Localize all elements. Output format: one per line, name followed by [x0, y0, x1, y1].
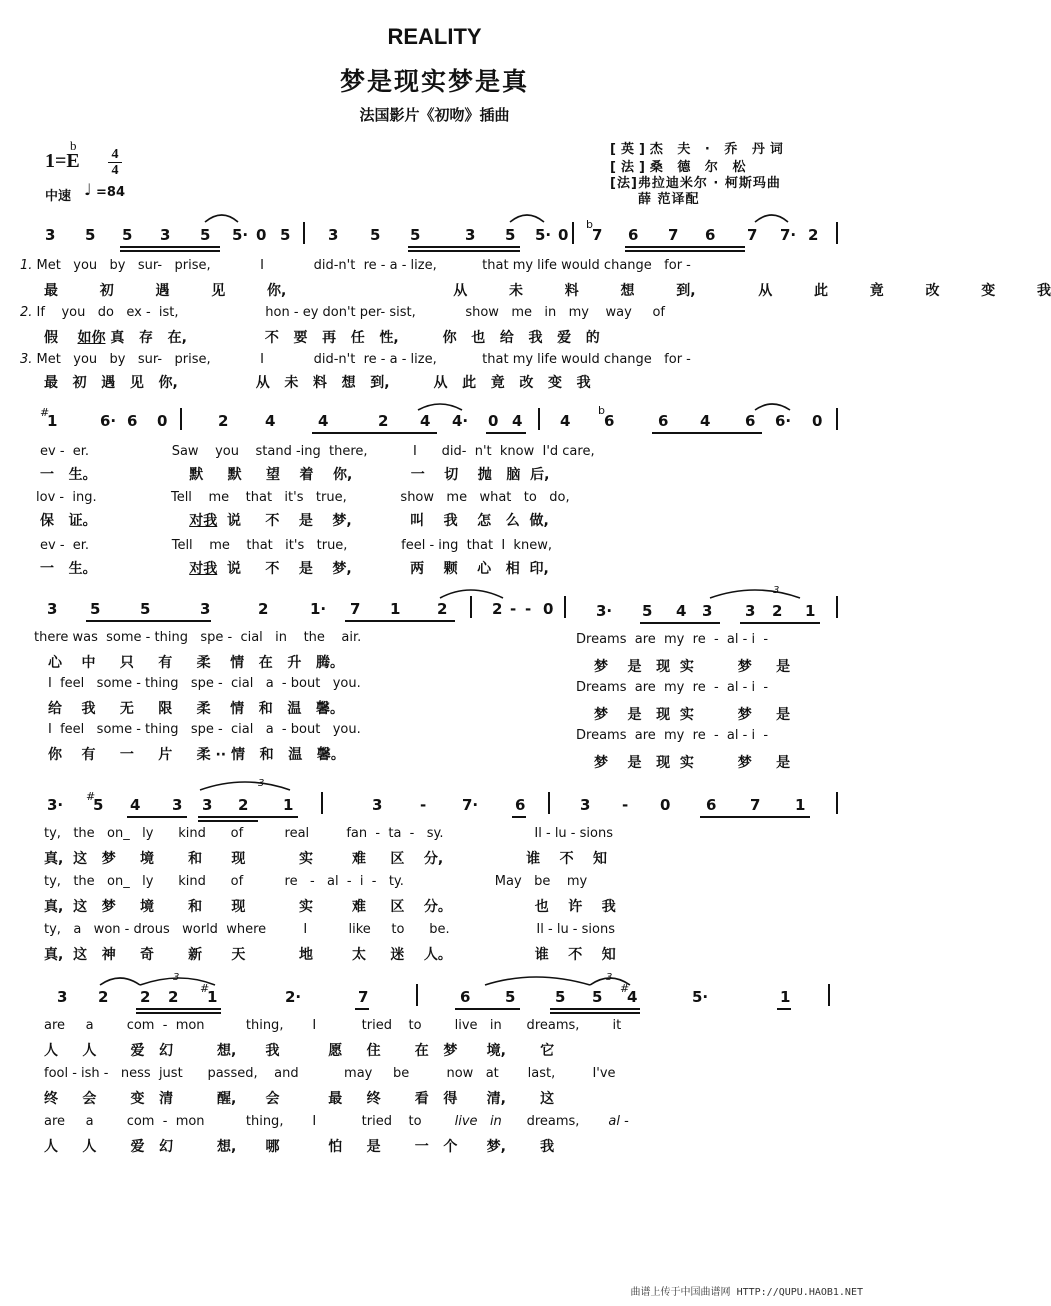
- bar-line: [836, 408, 838, 430]
- note: 6: [705, 226, 716, 244]
- note: 7·: [462, 796, 479, 814]
- note: 6: [460, 988, 471, 1006]
- note: 4: [265, 412, 276, 430]
- note: 3: [45, 226, 56, 244]
- lyric-line-3-3: I feel some - thing spe - cial a - bout you.: [48, 676, 361, 691]
- note: 7·: [780, 226, 797, 244]
- svg-text:3: 3: [258, 778, 265, 789]
- note: 5: [592, 988, 603, 1006]
- note: 1: [207, 988, 218, 1006]
- note: 2: [437, 600, 448, 618]
- note: 0: [543, 600, 554, 618]
- underline: [408, 250, 520, 252]
- note: 3·: [47, 796, 64, 814]
- underline: [86, 620, 211, 622]
- note: 5: [555, 988, 566, 1006]
- sharp-sign: #: [40, 406, 50, 419]
- lyric-line-3-5b: Dreams are my re - al - i -: [576, 728, 769, 743]
- note: -: [420, 796, 427, 814]
- note: 3: [200, 600, 211, 618]
- footer-watermark: 曲谱上传于中国曲谱网 HTTP://QUPU.HAOB1.NET: [630, 1287, 863, 1298]
- note: 6: [628, 226, 639, 244]
- note: 3: [202, 796, 213, 814]
- note: 6: [127, 412, 138, 430]
- note: 4: [560, 412, 571, 430]
- note: 3: [160, 226, 171, 244]
- note: 6: [515, 796, 526, 814]
- note: 7: [358, 988, 369, 1006]
- note: 3: [372, 796, 383, 814]
- flat-sign: b: [598, 404, 605, 417]
- note: 5·: [232, 226, 249, 244]
- svg-text:3: 3: [773, 585, 780, 596]
- note: 3: [47, 600, 58, 618]
- note: 0: [256, 226, 267, 244]
- note: 0: [660, 796, 671, 814]
- lyric-line-3-6: 你 有 一 片 柔 ·· 情 和 温 馨。: [48, 747, 345, 763]
- note: 5: [410, 226, 421, 244]
- note: 2: [168, 988, 179, 1006]
- lyric-line-4-2: 真, 这 梦 境 和 现 实 难 区 分, 谁 不 知: [44, 851, 608, 867]
- lyric-line-3-2: 心 中 只 有 柔 情 在 升 腾。: [48, 655, 344, 671]
- underline: [486, 432, 526, 434]
- bar-line: [572, 222, 574, 244]
- lyric-line-3-4: 给 我 无 限 柔 情 和 温 馨。: [48, 701, 344, 717]
- underline: [700, 816, 810, 818]
- credit-lyricist-2: [法]桑 德 尔 松: [610, 160, 751, 175]
- underline: [355, 1008, 369, 1010]
- lyric-line-1-2: 最 初 遇 见 你, 从 未 料 想 到, 从 此 竟 改 变 我: [44, 283, 1051, 299]
- note: 2: [238, 796, 249, 814]
- note: 5: [140, 600, 151, 618]
- underline: [455, 1008, 520, 1010]
- note: 6·: [775, 412, 792, 430]
- lyric-line-2-5: ev - er. Tell me that it's true, feel - ing that I knew,: [40, 538, 552, 553]
- lyric-line-5-5: are a com - mon thing, I tried to live in dreams, al -: [44, 1114, 629, 1129]
- underline: [550, 1012, 640, 1014]
- bar-line: [470, 596, 472, 618]
- lyric-line-5-6: 人 人 爱 幻 想, 哪 怕 是 一 个 梦, 我: [44, 1139, 555, 1155]
- note: 3: [172, 796, 183, 814]
- lyric-line-2-4: 保 证。 对我 说 不 是 梦, 叫 我 怎 么 做,: [40, 513, 549, 529]
- svg-text:3: 3: [173, 972, 180, 983]
- note: 2: [218, 412, 229, 430]
- bar-line: [321, 792, 323, 814]
- underline: [740, 622, 820, 624]
- lyric-line-3-4b: 梦 是 现 实 梦 是: [594, 707, 791, 723]
- bar-line: [303, 222, 305, 244]
- note: 5: [370, 226, 381, 244]
- lyric-line-5-3: fool - ish - ness just passed, and may be now at last, I've: [44, 1066, 616, 1081]
- lyric-line-5-1: are a com - mon thing, I tried to live in dreams, it: [44, 1018, 622, 1033]
- note: 4: [700, 412, 711, 430]
- note: 1: [805, 602, 816, 620]
- note: 5·: [692, 988, 709, 1006]
- note: 7: [592, 226, 603, 244]
- note: 2: [378, 412, 389, 430]
- note: 7: [750, 796, 761, 814]
- note: 4: [130, 796, 141, 814]
- svg-text:3: 3: [606, 972, 613, 983]
- note: 1: [283, 796, 294, 814]
- underline: [652, 432, 762, 434]
- note: -: [525, 600, 532, 618]
- note: 5: [93, 796, 104, 814]
- note: 5: [505, 226, 516, 244]
- bar-line: [828, 984, 830, 1006]
- lyric-line-1-5: 3. Met you by sur- prise, I did-n't re - a - lize, that my life would change for -: [20, 352, 691, 367]
- note: 6: [604, 412, 615, 430]
- underline: [136, 1012, 221, 1014]
- flat-sign: b: [586, 218, 593, 231]
- time-sig-top: 4: [111, 147, 119, 162]
- note: 2: [98, 988, 109, 1006]
- bar-line: [564, 596, 566, 618]
- note: 2·: [285, 988, 302, 1006]
- note: 5: [280, 226, 291, 244]
- note: 4: [512, 412, 523, 430]
- key-signature: 1=E: [45, 150, 80, 172]
- note: 6: [658, 412, 669, 430]
- lyric-line-3-1b: Dreams are my re - al - i -: [576, 632, 769, 647]
- lyric-line-1-3: 2. If you do ex - ist, hon - ey don't per- sist, show me in my way of: [20, 305, 666, 320]
- lyric-line-4-4: 真, 这 梦 境 和 现 实 难 区 分。 也 许 我: [44, 899, 616, 915]
- quarter-note-icon: ♩: [84, 180, 92, 199]
- lyric-line-2-6: 一 生。 对我 说 不 是 梦, 两 颗 心 相 印,: [40, 561, 549, 577]
- note: 4: [627, 988, 638, 1006]
- note: 1·: [310, 600, 327, 618]
- sharp-sign: #: [86, 790, 96, 803]
- note: 3: [702, 602, 713, 620]
- underline: [120, 246, 220, 248]
- tempo-label: 中速: [45, 189, 72, 204]
- bar-line: [538, 408, 540, 430]
- underline: [640, 622, 720, 624]
- lyric-line-3-3b: Dreams are my re - al - i -: [576, 680, 769, 695]
- lyric-line-3-2b: 梦 是 现 实 梦 是: [594, 659, 791, 675]
- lyric-line-3-5: I feel some - thing spe - cial a - bout you.: [48, 722, 361, 737]
- underline: [625, 246, 745, 248]
- note: 2: [258, 600, 269, 618]
- underline: [127, 816, 187, 818]
- bar-line: [416, 984, 418, 1006]
- underline: [512, 816, 526, 818]
- note: 3: [580, 796, 591, 814]
- note: 0: [812, 412, 823, 430]
- bar-line: [548, 792, 550, 814]
- bar-line: [836, 222, 838, 244]
- note: 4·: [452, 412, 469, 430]
- credit-composer: [法]弗拉迪米尔 · 柯斯玛曲: [610, 176, 781, 191]
- lyric-line-2-2: 一 生。 默 默 望 着 你, 一 切 抛 脑 后,: [40, 467, 550, 483]
- note: 5: [85, 226, 96, 244]
- credit-lyricist: [英]杰 夫 · 乔 丹词: [610, 142, 788, 157]
- note: 2: [140, 988, 151, 1006]
- bar-line: [836, 792, 838, 814]
- lyric-line-3-6b: 梦 是 现 实 梦 是: [594, 755, 791, 771]
- note: 6: [706, 796, 717, 814]
- lyric-line-1-6: 最 初 遇 见 你, 从 未 料 想 到, 从 此 竟 改 变 我: [44, 375, 591, 391]
- note: 3: [57, 988, 68, 1006]
- note: 4: [676, 602, 687, 620]
- note: 1: [795, 796, 806, 814]
- title-cn: 梦是现实梦是真: [339, 67, 529, 96]
- note: 4: [318, 412, 329, 430]
- note: 0: [558, 226, 569, 244]
- lyric-line-5-4: 终 会 变 清 醒, 会 最 终 看 得 清, 这: [44, 1091, 555, 1107]
- underline: [345, 620, 455, 622]
- lyric-line-3-1: there was some - thing spe - cial in the air.: [34, 630, 362, 645]
- note: 2: [808, 226, 819, 244]
- lyric-line-4-1: ty, the on_ ly kind of real fan - ta - sy. Il - lu - sions: [44, 826, 613, 841]
- lyric-line-2-1: ev - er. Saw you stand -ing there, I did- n't know I'd care,: [40, 444, 595, 459]
- key-flat-sign: b: [70, 138, 77, 153]
- note: 0: [157, 412, 168, 430]
- note: 2: [772, 602, 783, 620]
- note: 5: [642, 602, 653, 620]
- note: 7: [747, 226, 758, 244]
- note: 6: [745, 412, 756, 430]
- note: 1: [47, 412, 58, 430]
- sharp-sign: #: [200, 982, 210, 995]
- note: 7: [350, 600, 361, 618]
- sharp-sign: #: [620, 982, 630, 995]
- note: 5: [122, 226, 133, 244]
- note: 5: [200, 226, 211, 244]
- underline: [777, 1008, 791, 1010]
- bar-line: [836, 596, 838, 618]
- note: 4: [420, 412, 431, 430]
- underline: [625, 250, 745, 252]
- underline: [550, 1008, 640, 1010]
- underline: [198, 816, 298, 818]
- note: 5: [90, 600, 101, 618]
- bar-line: [180, 408, 182, 430]
- underline: [312, 432, 437, 434]
- note: 3: [328, 226, 339, 244]
- note: 1: [780, 988, 791, 1006]
- time-sig-bottom: 4: [111, 163, 119, 178]
- note: 3: [465, 226, 476, 244]
- underline: [120, 250, 220, 252]
- note: 1: [390, 600, 401, 618]
- subtitle: 法国影片《初吻》插曲: [359, 106, 510, 124]
- lyric-line-1-4: 假 如你 真 存 在, 不 要 再 任 性, 你 也 给 我 爱 的: [44, 330, 600, 346]
- lyric-line-5-2: 人 人 爱 幻 想, 我 愿 住 在 梦 境, 它: [44, 1043, 555, 1059]
- underline: [136, 1008, 221, 1010]
- note: 0: [488, 412, 499, 430]
- note: 6·: [100, 412, 117, 430]
- credit-translator: 薛 范译配: [638, 192, 700, 207]
- note: -: [622, 796, 629, 814]
- lyric-line-4-5: ty, a won - drous world where I like to be. Il - lu - sions: [44, 922, 615, 937]
- lyric-line-4-3: ty, the on_ ly kind of re - al - i - ty. May be my: [44, 874, 588, 889]
- tempo-value: =84: [96, 185, 125, 200]
- lyric-line-1-1: 1. Met you by sur- prise, I did-n't re - a - lize, that my life would change for -: [20, 258, 691, 273]
- note: -: [510, 600, 517, 618]
- note: 3·: [596, 602, 613, 620]
- note: 7: [668, 226, 679, 244]
- note: 5: [505, 988, 516, 1006]
- underline: [408, 246, 520, 248]
- note: 2: [492, 600, 503, 618]
- lyric-line-4-6: 真, 这 神 奇 新 天 地 太 迷 人。 谁 不 知: [44, 947, 616, 963]
- underline: [198, 820, 258, 822]
- note: 5·: [535, 226, 552, 244]
- lyric-line-2-3: lov - ing. Tell me that it's true, show me what to do,: [36, 490, 570, 505]
- title-en: REALITY: [387, 24, 482, 49]
- note: 3: [745, 602, 756, 620]
